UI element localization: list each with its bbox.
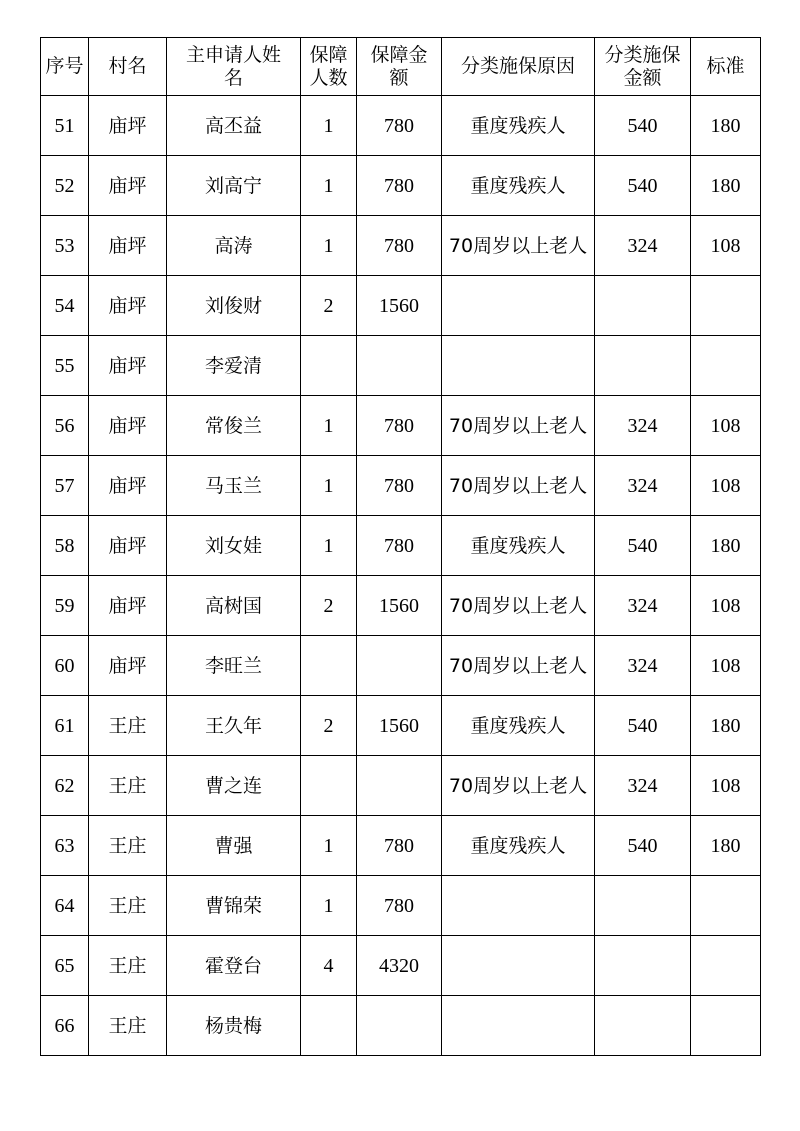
cell-reason bbox=[442, 336, 595, 396]
cell-amount: 780 bbox=[357, 96, 442, 156]
cell-seq: 62 bbox=[41, 756, 89, 816]
cell-seq: 63 bbox=[41, 816, 89, 876]
cell-applicant-name: 高丕益 bbox=[167, 96, 301, 156]
header-persons: 保障人数 bbox=[301, 38, 357, 96]
cell-class-amount bbox=[595, 276, 691, 336]
cell-seq: 56 bbox=[41, 396, 89, 456]
cell-reason bbox=[442, 996, 595, 1056]
cell-village: 庙坪 bbox=[89, 336, 167, 396]
cell-seq: 57 bbox=[41, 456, 89, 516]
cell-persons: 2 bbox=[301, 696, 357, 756]
cell-applicant-name: 高涛 bbox=[167, 216, 301, 276]
cell-reason: 重度残疾人 bbox=[442, 156, 595, 216]
cell-class-amount: 540 bbox=[595, 696, 691, 756]
cell-standard: 108 bbox=[691, 456, 761, 516]
cell-applicant-name: 常俊兰 bbox=[167, 396, 301, 456]
cell-persons: 1 bbox=[301, 816, 357, 876]
table-row bbox=[41, 816, 761, 876]
table-row bbox=[41, 876, 761, 936]
cell-reason: 重度残疾人 bbox=[442, 96, 595, 156]
cell-class-amount: 324 bbox=[595, 216, 691, 276]
header-row bbox=[41, 38, 761, 96]
cell-standard: 180 bbox=[691, 696, 761, 756]
cell-village: 王庄 bbox=[89, 696, 167, 756]
cell-applicant-name: 李旺兰 bbox=[167, 636, 301, 696]
cell-amount: 780 bbox=[357, 876, 442, 936]
cell-reason: 70周岁以上老人 bbox=[442, 456, 595, 516]
cell-persons bbox=[301, 756, 357, 816]
cell-class-amount: 540 bbox=[595, 816, 691, 876]
cell-applicant-name: 曹之连 bbox=[167, 756, 301, 816]
cell-village: 庙坪 bbox=[89, 396, 167, 456]
cell-reason: 重度残疾人 bbox=[442, 816, 595, 876]
cell-class-amount: 324 bbox=[595, 576, 691, 636]
cell-persons: 1 bbox=[301, 216, 357, 276]
cell-seq: 53 bbox=[41, 216, 89, 276]
table-row bbox=[41, 936, 761, 996]
cell-applicant-name: 高树国 bbox=[167, 576, 301, 636]
cell-class-amount bbox=[595, 876, 691, 936]
cell-village: 庙坪 bbox=[89, 516, 167, 576]
cell-persons: 1 bbox=[301, 156, 357, 216]
cell-class-amount: 324 bbox=[595, 396, 691, 456]
cell-standard: 108 bbox=[691, 216, 761, 276]
cell-standard bbox=[691, 876, 761, 936]
cell-amount: 780 bbox=[357, 156, 442, 216]
cell-persons: 2 bbox=[301, 576, 357, 636]
cell-standard: 108 bbox=[691, 636, 761, 696]
table-row bbox=[41, 456, 761, 516]
table-row bbox=[41, 156, 761, 216]
cell-standard bbox=[691, 996, 761, 1056]
cell-class-amount bbox=[595, 336, 691, 396]
header-reason: 分类施保原因 bbox=[442, 38, 595, 96]
cell-class-amount: 324 bbox=[595, 456, 691, 516]
header-standard: 标准 bbox=[691, 38, 761, 96]
table-row bbox=[41, 276, 761, 336]
table-row bbox=[41, 396, 761, 456]
cell-standard bbox=[691, 336, 761, 396]
header-village: 村名 bbox=[89, 38, 167, 96]
table-row bbox=[41, 636, 761, 696]
cell-amount: 1560 bbox=[357, 696, 442, 756]
cell-reason: 重度残疾人 bbox=[442, 696, 595, 756]
table-row bbox=[41, 336, 761, 396]
cell-seq: 59 bbox=[41, 576, 89, 636]
cell-amount bbox=[357, 996, 442, 1056]
cell-village: 庙坪 bbox=[89, 276, 167, 336]
cell-applicant-name: 刘俊财 bbox=[167, 276, 301, 336]
cell-reason: 70周岁以上老人 bbox=[442, 396, 595, 456]
cell-standard: 180 bbox=[691, 516, 761, 576]
header-seq: 序号 bbox=[41, 38, 89, 96]
cell-applicant-name: 霍登台 bbox=[167, 936, 301, 996]
cell-amount: 4320 bbox=[357, 936, 442, 996]
cell-amount: 780 bbox=[357, 396, 442, 456]
cell-reason: 70周岁以上老人 bbox=[442, 576, 595, 636]
table-body bbox=[41, 96, 761, 1056]
cell-village: 王庄 bbox=[89, 876, 167, 936]
cell-amount bbox=[357, 756, 442, 816]
cell-persons: 1 bbox=[301, 516, 357, 576]
cell-reason bbox=[442, 276, 595, 336]
table-row bbox=[41, 576, 761, 636]
header-amount: 保障金额 bbox=[357, 38, 442, 96]
cell-village: 庙坪 bbox=[89, 96, 167, 156]
cell-persons bbox=[301, 636, 357, 696]
cell-applicant-name: 刘女娃 bbox=[167, 516, 301, 576]
cell-reason: 重度残疾人 bbox=[442, 516, 595, 576]
cell-seq: 65 bbox=[41, 936, 89, 996]
cell-class-amount: 540 bbox=[595, 516, 691, 576]
cell-applicant-name: 王久年 bbox=[167, 696, 301, 756]
cell-seq: 55 bbox=[41, 336, 89, 396]
cell-standard: 180 bbox=[691, 96, 761, 156]
cell-applicant-name: 曹锦荣 bbox=[167, 876, 301, 936]
cell-village: 王庄 bbox=[89, 756, 167, 816]
cell-amount bbox=[357, 636, 442, 696]
cell-persons: 4 bbox=[301, 936, 357, 996]
cell-village: 王庄 bbox=[89, 936, 167, 996]
table-row bbox=[41, 756, 761, 816]
cell-seq: 54 bbox=[41, 276, 89, 336]
header-class-amount: 分类施保金额 bbox=[595, 38, 691, 96]
cell-standard: 108 bbox=[691, 756, 761, 816]
cell-amount: 780 bbox=[357, 516, 442, 576]
cell-class-amount bbox=[595, 996, 691, 1056]
cell-seq: 64 bbox=[41, 876, 89, 936]
cell-class-amount: 540 bbox=[595, 156, 691, 216]
cell-standard: 108 bbox=[691, 576, 761, 636]
cell-standard: 180 bbox=[691, 156, 761, 216]
cell-standard: 108 bbox=[691, 396, 761, 456]
cell-seq: 61 bbox=[41, 696, 89, 756]
cell-class-amount: 324 bbox=[595, 756, 691, 816]
cell-village: 庙坪 bbox=[89, 216, 167, 276]
cell-persons: 2 bbox=[301, 276, 357, 336]
cell-applicant-name: 杨贵梅 bbox=[167, 996, 301, 1056]
cell-class-amount bbox=[595, 936, 691, 996]
cell-amount bbox=[357, 336, 442, 396]
cell-village: 王庄 bbox=[89, 996, 167, 1056]
cell-reason bbox=[442, 936, 595, 996]
cell-village: 庙坪 bbox=[89, 456, 167, 516]
cell-applicant-name: 刘高宁 bbox=[167, 156, 301, 216]
cell-standard bbox=[691, 276, 761, 336]
cell-village: 庙坪 bbox=[89, 156, 167, 216]
cell-persons bbox=[301, 336, 357, 396]
table-row bbox=[41, 216, 761, 276]
cell-seq: 58 bbox=[41, 516, 89, 576]
cell-reason: 70周岁以上老人 bbox=[442, 756, 595, 816]
cell-persons: 1 bbox=[301, 96, 357, 156]
cell-applicant-name: 曹强 bbox=[167, 816, 301, 876]
cell-amount: 1560 bbox=[357, 276, 442, 336]
table-row bbox=[41, 996, 761, 1056]
cell-seq: 60 bbox=[41, 636, 89, 696]
cell-amount: 780 bbox=[357, 816, 442, 876]
cell-applicant-name: 李爱清 bbox=[167, 336, 301, 396]
header-applicant: 主申请人姓名 bbox=[167, 38, 301, 96]
cell-village: 庙坪 bbox=[89, 636, 167, 696]
cell-class-amount: 324 bbox=[595, 636, 691, 696]
table-row bbox=[41, 696, 761, 756]
cell-persons bbox=[301, 996, 357, 1056]
cell-seq: 66 bbox=[41, 996, 89, 1056]
cell-standard bbox=[691, 936, 761, 996]
cell-seq: 52 bbox=[41, 156, 89, 216]
cell-amount: 780 bbox=[357, 216, 442, 276]
cell-persons: 1 bbox=[301, 396, 357, 456]
table-row bbox=[41, 516, 761, 576]
cell-reason: 70周岁以上老人 bbox=[442, 216, 595, 276]
cell-seq: 51 bbox=[41, 96, 89, 156]
cell-amount: 780 bbox=[357, 456, 442, 516]
cell-amount: 1560 bbox=[357, 576, 442, 636]
cell-village: 王庄 bbox=[89, 816, 167, 876]
table-row bbox=[41, 96, 761, 156]
cell-village: 庙坪 bbox=[89, 576, 167, 636]
allowance-table bbox=[40, 37, 761, 1056]
cell-class-amount: 540 bbox=[595, 96, 691, 156]
cell-reason: 70周岁以上老人 bbox=[442, 636, 595, 696]
cell-applicant-name: 马玉兰 bbox=[167, 456, 301, 516]
cell-persons: 1 bbox=[301, 456, 357, 516]
cell-standard: 180 bbox=[691, 816, 761, 876]
cell-persons: 1 bbox=[301, 876, 357, 936]
cell-reason bbox=[442, 876, 595, 936]
